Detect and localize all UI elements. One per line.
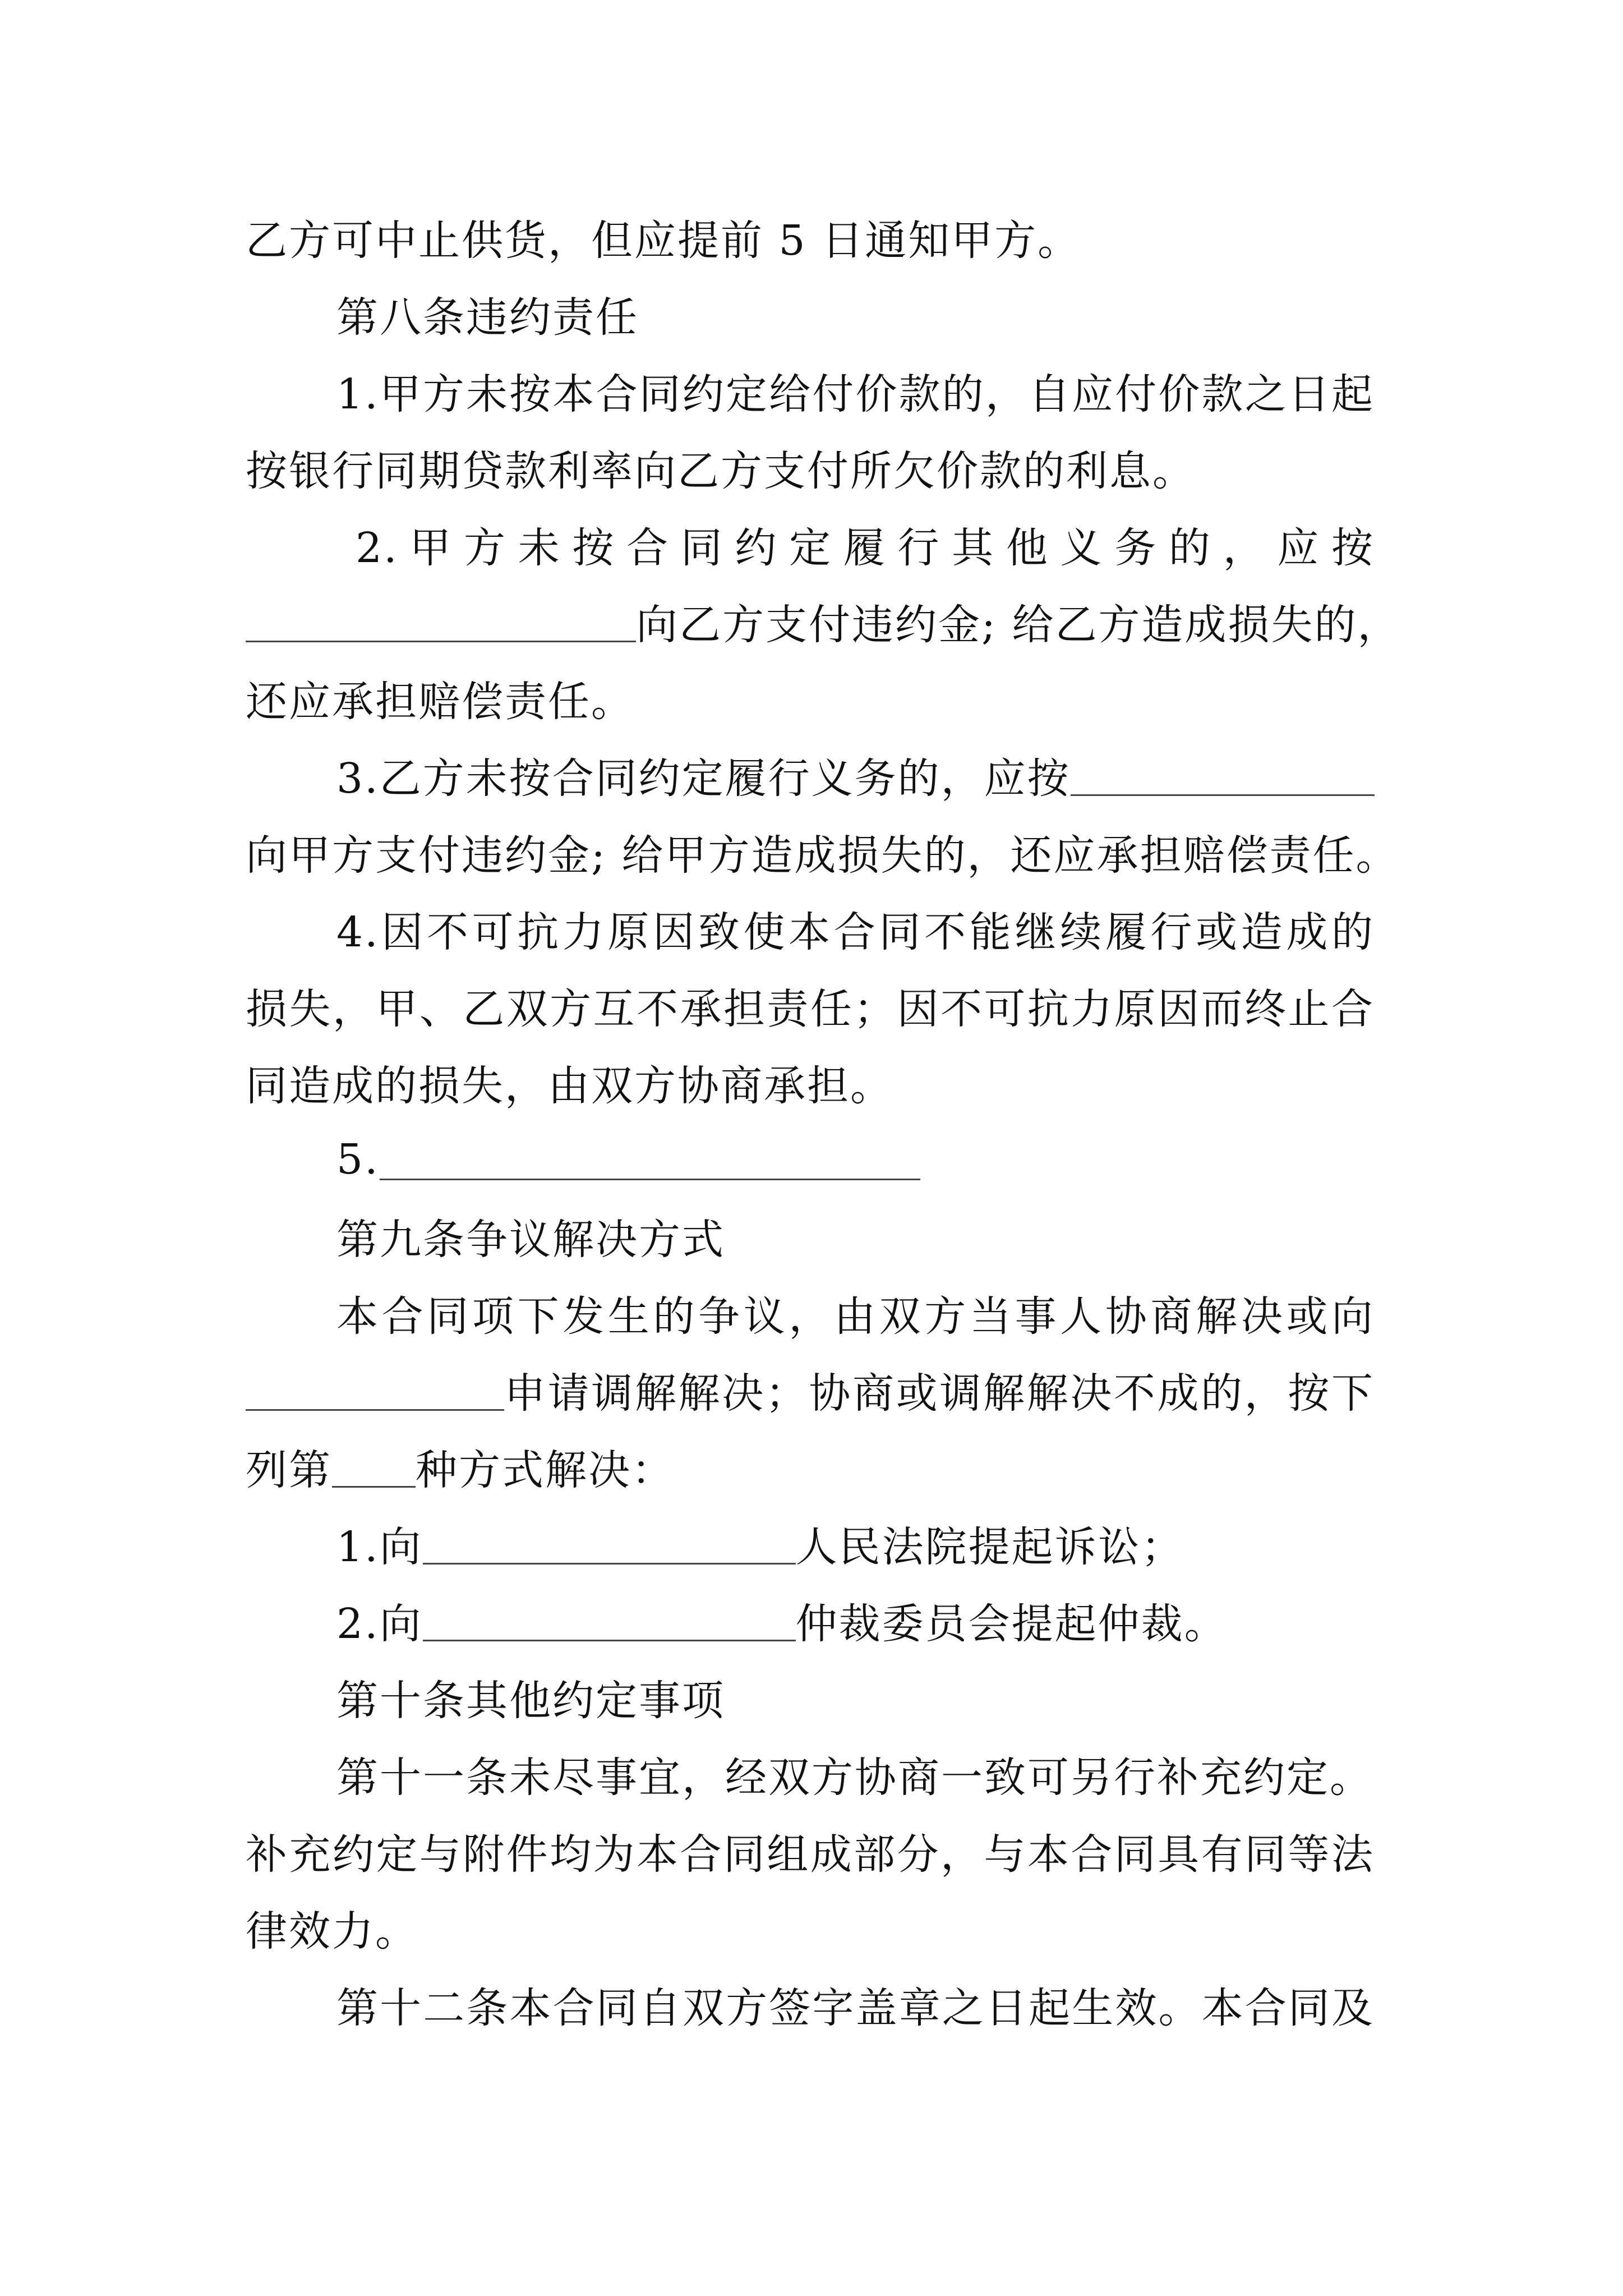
option-line-2 bbox=[246, 1582, 1375, 1659]
blank-field bbox=[380, 1139, 920, 1180]
line-text: 5. bbox=[336, 1135, 380, 1184]
line-text: 乙方可中止供货，但应提前 5 日通知甲方。 bbox=[246, 216, 1081, 265]
line-text: 仲裁委员会提起仲裁。 bbox=[795, 1599, 1228, 1648]
paragraph-line bbox=[246, 583, 1401, 660]
blank-field bbox=[246, 1369, 504, 1411]
paragraph-line bbox=[246, 1889, 1375, 1966]
heading-text: 第九条争议解决方式 bbox=[336, 1215, 725, 1264]
option-line-1 bbox=[246, 1505, 1375, 1582]
line-text: 第十二条本合同自双方签字盖章之日起生效。本合同及 bbox=[336, 1984, 1375, 2032]
heading-text: 第八条违约责任 bbox=[336, 293, 639, 342]
line-text: 2.向 bbox=[336, 1599, 423, 1648]
line-text: 按银行同期贷款利率向乙方支付所欠价款的利息。 bbox=[246, 447, 1196, 495]
paragraph-line bbox=[246, 199, 1375, 275]
blank-field bbox=[332, 1446, 416, 1488]
line-text: 3.乙方未按合同约定履行义务的，应按 bbox=[336, 754, 1071, 803]
article-heading-10 bbox=[246, 1659, 1375, 1736]
line-text: 2.甲方未按合同约定履行其他义务的，应按 bbox=[356, 523, 1375, 572]
paragraph-line bbox=[246, 1428, 1375, 1505]
paragraph-line bbox=[246, 967, 1375, 1044]
line-text: 列第 bbox=[246, 1446, 332, 1494]
paragraph-line bbox=[246, 737, 1375, 813]
line-text: 人民法院提起诉讼； bbox=[795, 1522, 1184, 1571]
line-text: 1.甲方未按本合同约定给付价款的，自应付价款之日起 bbox=[336, 370, 1375, 418]
paragraph-line bbox=[246, 813, 1399, 890]
line-text: 第十一条未尽事宜，经双方协商一致可另行补充约定。 bbox=[336, 1753, 1373, 1802]
paragraph-line bbox=[246, 1274, 1375, 1351]
paragraph-line bbox=[246, 1351, 1375, 1428]
paragraph-line bbox=[246, 352, 1375, 429]
paragraph-line bbox=[246, 506, 1375, 583]
heading-text: 第十条其他约定事项 bbox=[336, 1676, 725, 1725]
line-text: 损失，甲、乙双方互不承担责任；因不可抗力原因而终止合 bbox=[246, 984, 1375, 1033]
line-text: 种方式解决： bbox=[416, 1446, 675, 1494]
paragraph-line bbox=[246, 1812, 1375, 1889]
paragraph-line bbox=[246, 1044, 1375, 1121]
blank-field bbox=[1071, 754, 1375, 796]
blank-field bbox=[423, 1600, 796, 1641]
paragraph-line bbox=[246, 429, 1375, 506]
article-heading-8 bbox=[246, 275, 1375, 352]
paragraph-line bbox=[246, 1736, 1375, 1812]
paragraph-line bbox=[246, 890, 1375, 967]
line-text: 本合同项下发生的争议，由双方当事人协商解决或向 bbox=[336, 1292, 1375, 1341]
line-text: 1.向 bbox=[336, 1522, 423, 1571]
paragraph-line bbox=[246, 1966, 1375, 2043]
line-text: 律效力。 bbox=[246, 1907, 418, 1955]
blank-field bbox=[246, 601, 636, 642]
line-text: 申请调解解决；协商或调解解决不成的，按下 bbox=[504, 1369, 1375, 1418]
line-text: 还应承担赔偿责任。 bbox=[246, 677, 634, 726]
paragraph-line bbox=[246, 660, 1375, 737]
line-text: 补充约定与附件均为本合同组成部分，与本合同具有同等法 bbox=[246, 1830, 1375, 1879]
line-text: 向乙方支付违约金; 给乙方造成损失的， bbox=[636, 600, 1401, 649]
line-text: 同造成的损失，由双方协商承担。 bbox=[246, 1061, 893, 1110]
article-heading-9 bbox=[246, 1198, 1375, 1274]
line-text: 4.因不可抗力原因致使本合同不能继续履行或造成的 bbox=[336, 908, 1375, 956]
blank-field bbox=[423, 1523, 796, 1565]
contract-page-body bbox=[246, 199, 1401, 2043]
line-text: 向甲方支付违约金; 给甲方造成损失的，还应承担赔偿责任。 bbox=[246, 831, 1399, 880]
paragraph-line bbox=[246, 1121, 1375, 1198]
